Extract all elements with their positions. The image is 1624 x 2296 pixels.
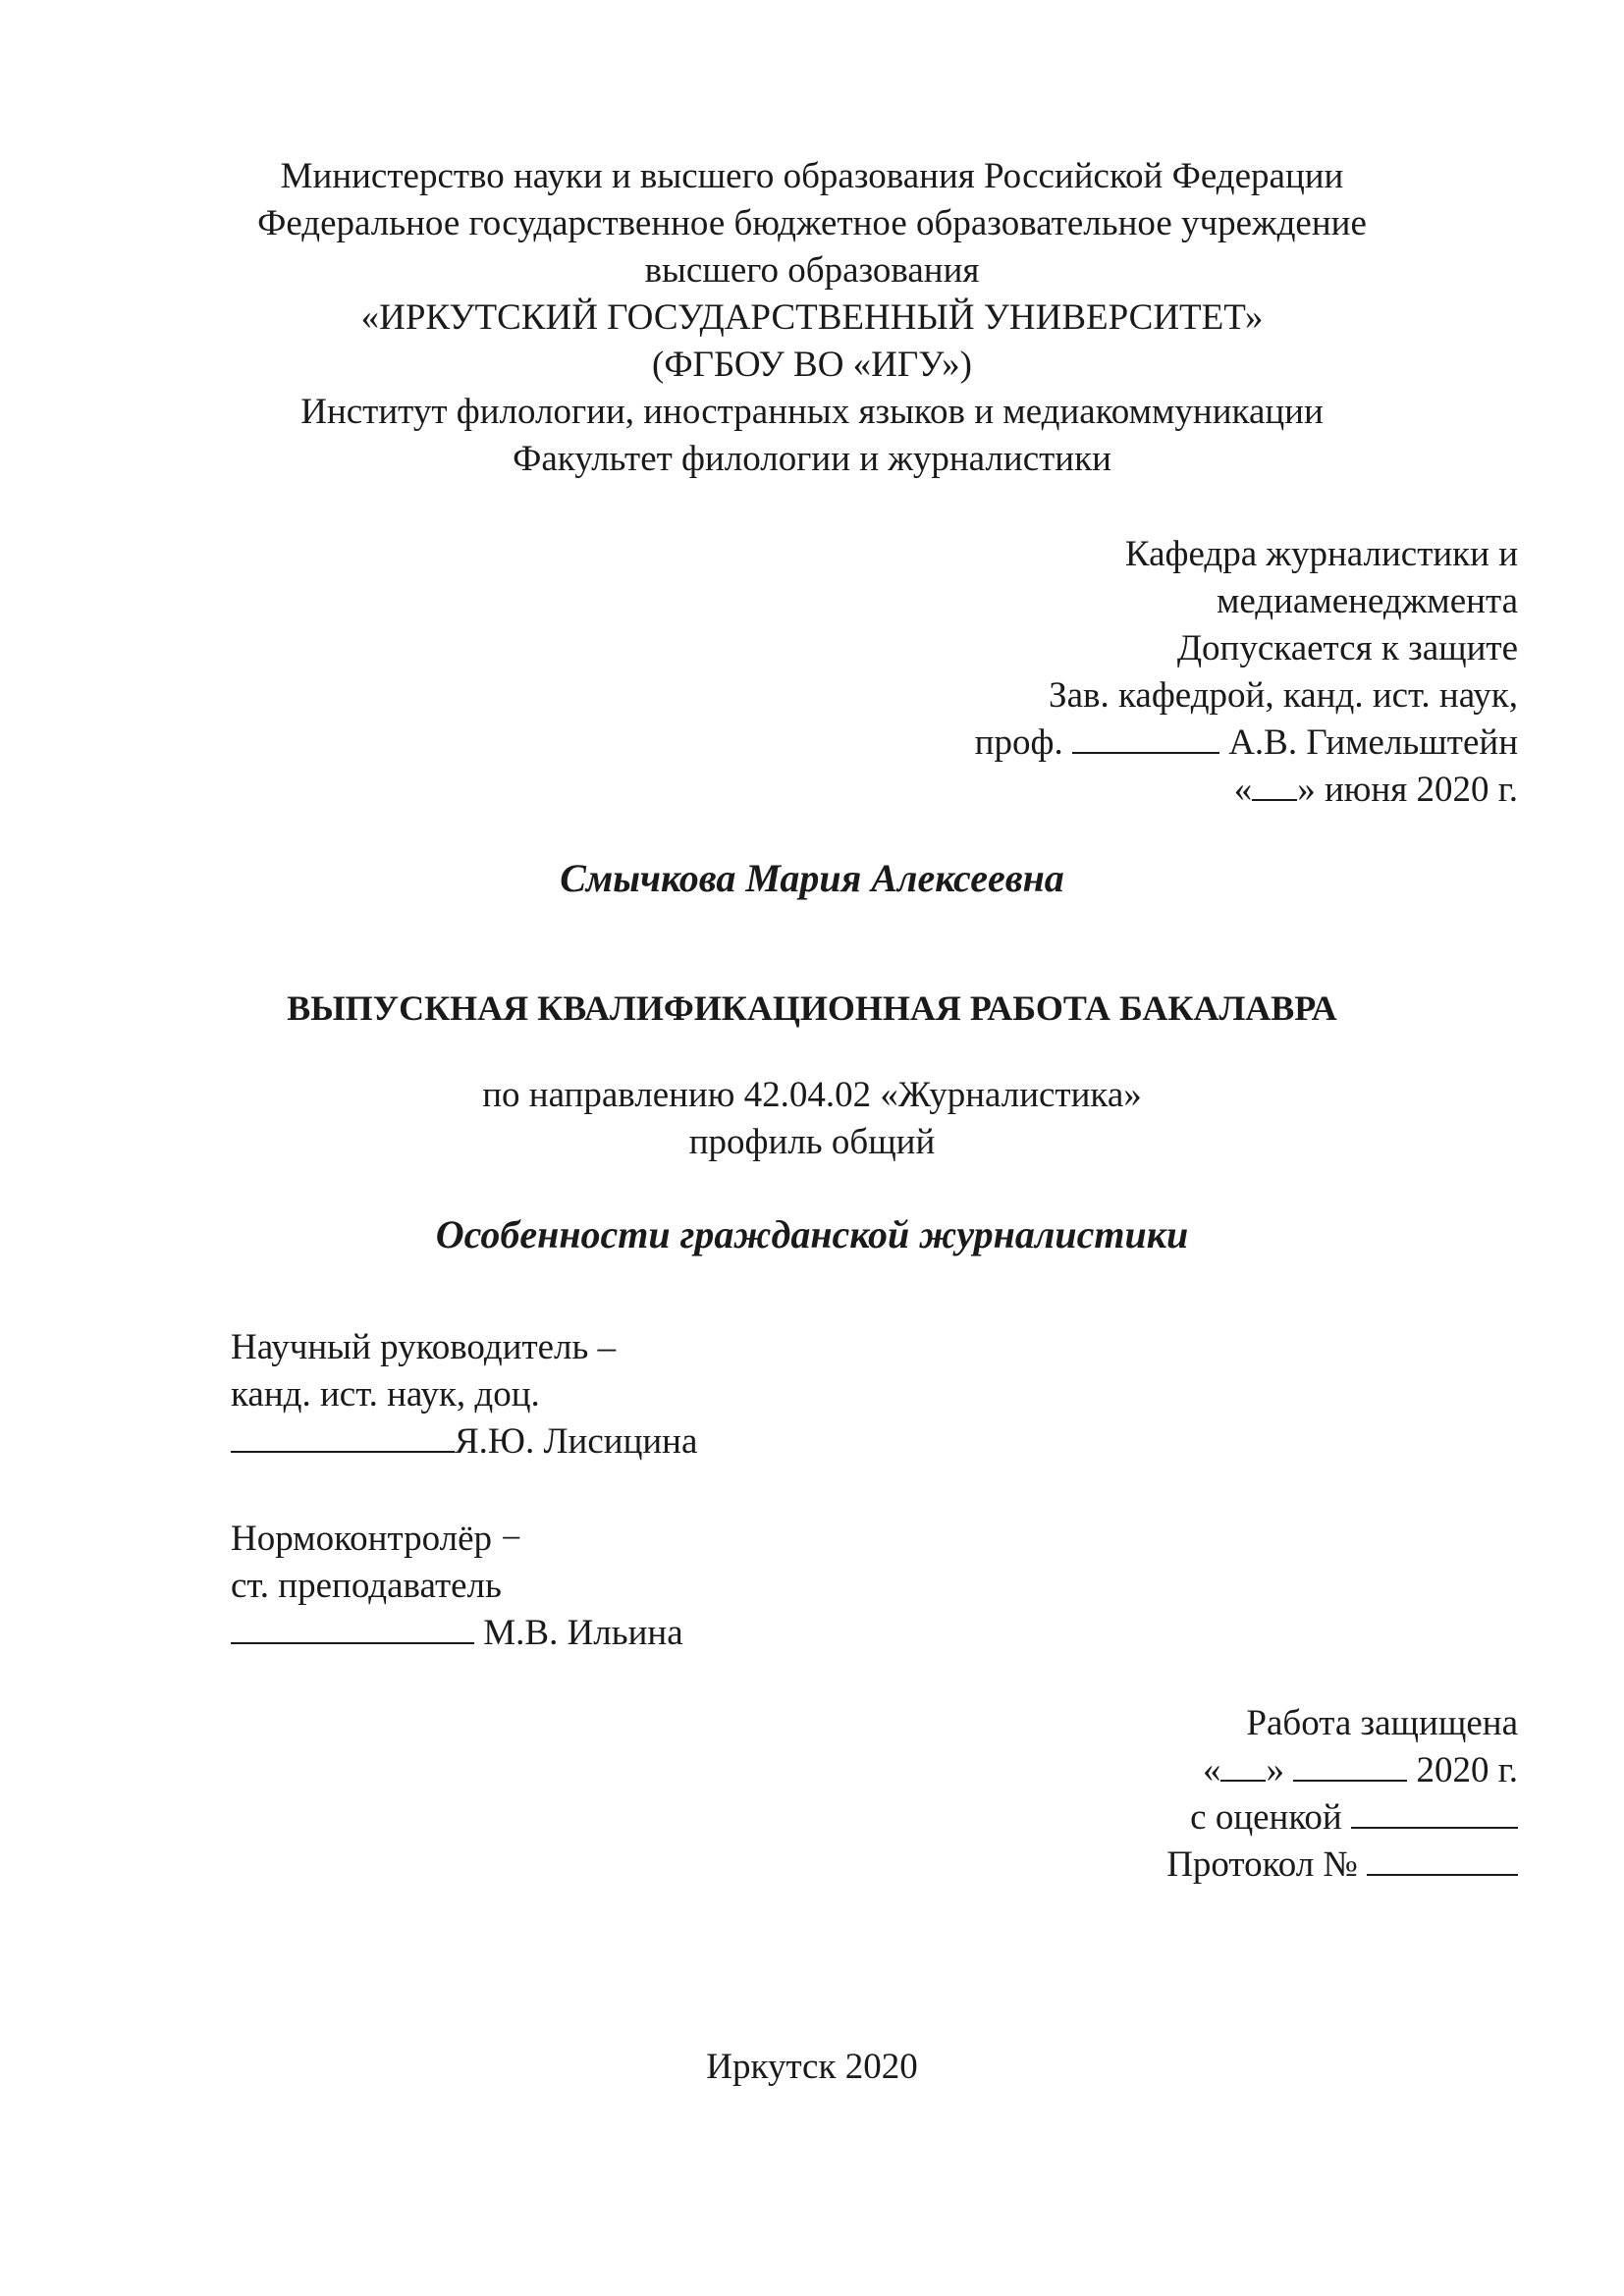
profile-line: профиль общий <box>688 1122 936 1162</box>
date-open-quote: « <box>1233 770 1253 810</box>
work-type: ВЫПУСКНАЯ КВАЛИФИКАЦИОННАЯ РАБОТА БАКАЛАВРА <box>287 988 1337 1028</box>
university-short-name: (ФГБОУ ВО «ИГУ») <box>652 345 972 385</box>
defense-status: Работа защищена <box>1246 1703 1518 1743</box>
day-blank <box>1220 1748 1266 1782</box>
department-line-2: медиаменеджмента <box>1216 581 1518 621</box>
normcontrol-signature-line <box>231 1611 683 1656</box>
department-line-1: Кафедра журналистики и <box>1124 534 1518 574</box>
month-blank <box>1293 1748 1407 1782</box>
normcontrol-position: ст. преподаватель <box>231 1566 502 1606</box>
university-name: «ИРКУТСКИЙ ГОСУДАРСТВЕННЫЙ УНИВЕРСИТЕТ» <box>360 297 1264 338</box>
grade-label: с оценкой <box>1190 1797 1342 1838</box>
head-of-department-title: Зав. кафедрой, канд. ист. наук, <box>1049 675 1518 716</box>
date-close-quote: » <box>1266 1750 1284 1790</box>
prof-prefix: проф. <box>974 722 1063 763</box>
author-name: Смычкова Мария Алексеевна <box>560 856 1064 900</box>
normcontrol-role: Нормоконтролёр − <box>231 1519 522 1559</box>
supervisor-role: Научный руководитель – <box>231 1327 617 1367</box>
protocol-blank <box>1367 1842 1518 1876</box>
institute-line: Институт филологии, иностранных языков и медиакоммуникации <box>300 392 1324 432</box>
grade-blank <box>1351 1795 1518 1829</box>
signature-blank <box>231 1419 455 1453</box>
head-signature-line <box>975 721 1518 766</box>
defense-year: 2020 г. <box>1416 1750 1518 1790</box>
institution-type-line: Федеральное государственное бюджетное образовательное учреждение <box>257 203 1367 243</box>
supervisor-name: Я.Ю. Лисицина <box>455 1421 698 1462</box>
faculty-line: Факультет филологии и журналистики <box>513 439 1111 479</box>
education-level-line: высшего образования <box>644 250 980 291</box>
approval-date-line <box>1234 768 1518 813</box>
date-month-year: » июня 2020 г. <box>1297 770 1518 810</box>
ministry-line: Министерство науки и высшего образования Российской Федерации <box>280 156 1344 196</box>
date-open-quote: « <box>1202 1750 1221 1790</box>
admitted-to-defense: Допускается к защите <box>1176 628 1518 668</box>
normcontrol-name: М.В. Ильина <box>483 1613 683 1653</box>
defense-date-line <box>1203 1748 1518 1793</box>
signature-blank <box>1072 721 1219 754</box>
supervisor-signature-line <box>231 1419 697 1465</box>
signature-blank <box>231 1611 474 1644</box>
direction-line: по направлению 42.04.02 «Журналистика» <box>482 1075 1142 1115</box>
day-blank <box>1252 768 1297 801</box>
city-year: Иркутск 2020 <box>706 2047 918 2087</box>
supervisor-degree: канд. ист. наук, доц. <box>231 1374 540 1415</box>
protocol-line <box>1166 1842 1518 1888</box>
protocol-label: Протокол № <box>1166 1844 1358 1885</box>
thesis-topic: Особенности гражданской журналистики <box>435 1212 1189 1256</box>
grade-line <box>1190 1795 1518 1841</box>
head-name: А.В. Гимельштейн <box>1228 722 1518 763</box>
